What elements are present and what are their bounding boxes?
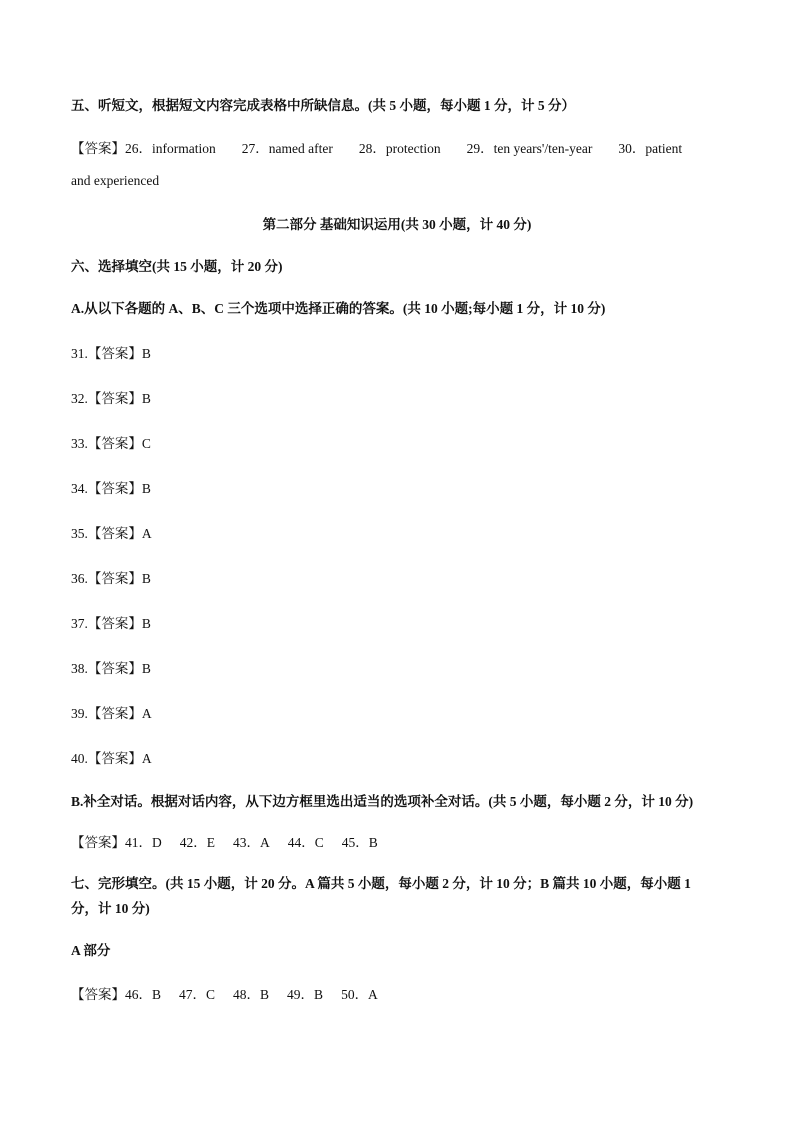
section-6-heading: 六、选择填空(共 15 小题，计 20 分) — [71, 259, 283, 274]
answer-41: 41．D — [125, 835, 162, 850]
section-5-answers — [71, 140, 682, 158]
section-7-heading-line-2: 分，计 10 分) — [71, 901, 150, 916]
answer-item-35: 35.【答案】A — [71, 526, 152, 541]
answer-item-32: 32.【答案】B — [71, 391, 151, 406]
answer-prefix: 【答案】 — [71, 987, 125, 1002]
section-5-heading: 五、听短文，根据短文内容完成表格中所缺信息。(共 5 小题，每小题 1 分，计 5 分） — [71, 98, 575, 113]
answer-item-34: 34.【答案】B — [71, 481, 151, 496]
answer-27: 27．named after — [241, 141, 333, 156]
answer-item-36: 36.【答案】B — [71, 571, 151, 586]
answer-43: 43．A — [233, 835, 270, 850]
answer-28: 28．protection — [358, 141, 441, 156]
answer-49: 49．B — [287, 987, 324, 1002]
section-7-part-a-label: A 部分 — [71, 943, 111, 958]
section-6-part-a-heading: A.从以下各题的 A、B、C 三个选项中选择正确的答案。(共 10 小题;每小题 1 分，计 10 分) — [71, 301, 606, 316]
answer-45: 45．B — [341, 835, 378, 850]
answer-48: 48．B — [233, 987, 270, 1002]
answer-item-31: 31.【答案】B — [71, 346, 151, 361]
answer-44: 44．C — [287, 835, 324, 850]
answer-item-40: 40.【答案】A — [71, 751, 152, 766]
section-5-continuation: and experienced — [71, 173, 160, 188]
section-6-part-b-heading: B.补全对话。根据对话内容，从下边方框里选出适当的选项补全对话。(共 5 小题，每小题 2 分，计 10 分) — [71, 794, 694, 809]
answer-item-37: 37.【答案】B — [71, 616, 151, 631]
answer-29: 29．ten years'/ten-year — [466, 141, 593, 156]
part-2-title: 第二部分 基础知识运用(共 30 小题，计 40 分) — [262, 217, 532, 232]
answer-item-38: 38.【答案】B — [71, 661, 151, 676]
answer-item-39: 39.【答案】A — [71, 706, 152, 721]
section-6-part-b-answers — [71, 834, 378, 852]
answer-30: 30．patient — [618, 141, 683, 156]
answer-42: 42．E — [179, 835, 215, 850]
answer-prefix: 【答案】 — [71, 835, 125, 850]
section-7-heading-line-1: 七、完形填空。(共 15 小题，计 20 分。A 篇共 5 小题，每小题 2 分，计 10 分；B 篇共 10 小题，每小题 1 — [71, 876, 691, 891]
answer-prefix: 【答案】 — [71, 141, 125, 156]
section-7-part-a-answers — [71, 986, 378, 1004]
answer-46: 46．B — [125, 987, 162, 1002]
answer-50: 50．A — [341, 987, 378, 1002]
answer-26: 26．information — [125, 141, 216, 156]
answer-item-33: 33.【答案】C — [71, 436, 151, 451]
answer-47: 47．C — [179, 987, 216, 1002]
